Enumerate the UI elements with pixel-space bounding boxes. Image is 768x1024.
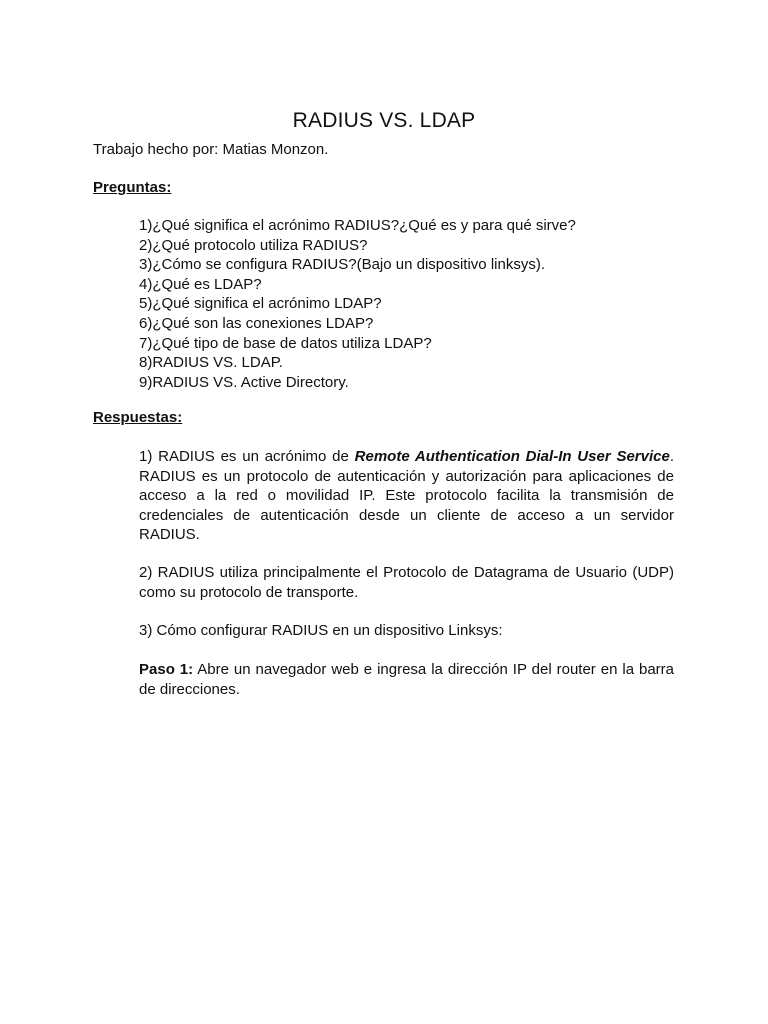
question-item: 6)¿Qué son las conexiones LDAP? [139, 314, 374, 332]
question-item: 3)¿Cómo se configura RADIUS?(Bajo un dispositivo linksys). [139, 256, 545, 274]
answer-3: 3) Cómo configurar RADIUS en un dispositivo Linksys: [139, 622, 503, 639]
question-item: 8)RADIUS VS. LDAP. [139, 354, 283, 372]
answer-1-term: Remote Authentication Dial-In User Service [354, 448, 670, 465]
questions-list [139, 216, 576, 392]
author-line: Trabajo hecho por: Matias Monzon. [93, 141, 329, 158]
step-1 [139, 660, 674, 699]
question-item: 2)¿Qué protocolo utiliza RADIUS? [139, 236, 368, 254]
step-1-text: Abre un navegador web e ingresa la dirección IP del router en la barra de direcciones. [139, 661, 674, 698]
question-item: 9)RADIUS VS. Active Directory. [139, 373, 349, 391]
answer-1 [139, 447, 674, 545]
step-1-label: Paso 1: [139, 661, 194, 678]
question-item: 1)¿Qué significa el acrónimo RADIUS?¿Qué es y para qué sirve? [139, 217, 576, 234]
answers-heading: Respuestas: [93, 409, 183, 426]
document-title: RADIUS VS. LDAP [292, 109, 476, 132]
answer-2: 2) RADIUS utiliza principalmente el Protocolo de Datagrama de Usuario (UDP) como su protocolo de transporte. [139, 564, 674, 601]
answer-1-rest: . RADIUS es un protocolo de autenticación y autorización para aplicaciones de acceso a la red o movilidad IP. Este protocolo facilita la transmisión de credenciales de autenticación desde un cliente de acceso a un servidor RADIUS. [139, 448, 675, 544]
question-item: 5)¿Qué significa el acrónimo LDAP? [139, 295, 382, 313]
questions-heading: Preguntas: [93, 179, 172, 196]
question-item: 7)¿Qué tipo de base de datos utiliza LDAP? [139, 334, 432, 352]
question-item: 4)¿Qué es LDAP? [139, 275, 262, 293]
answer-1-lead: 1) RADIUS es un acrónimo de [139, 448, 355, 465]
